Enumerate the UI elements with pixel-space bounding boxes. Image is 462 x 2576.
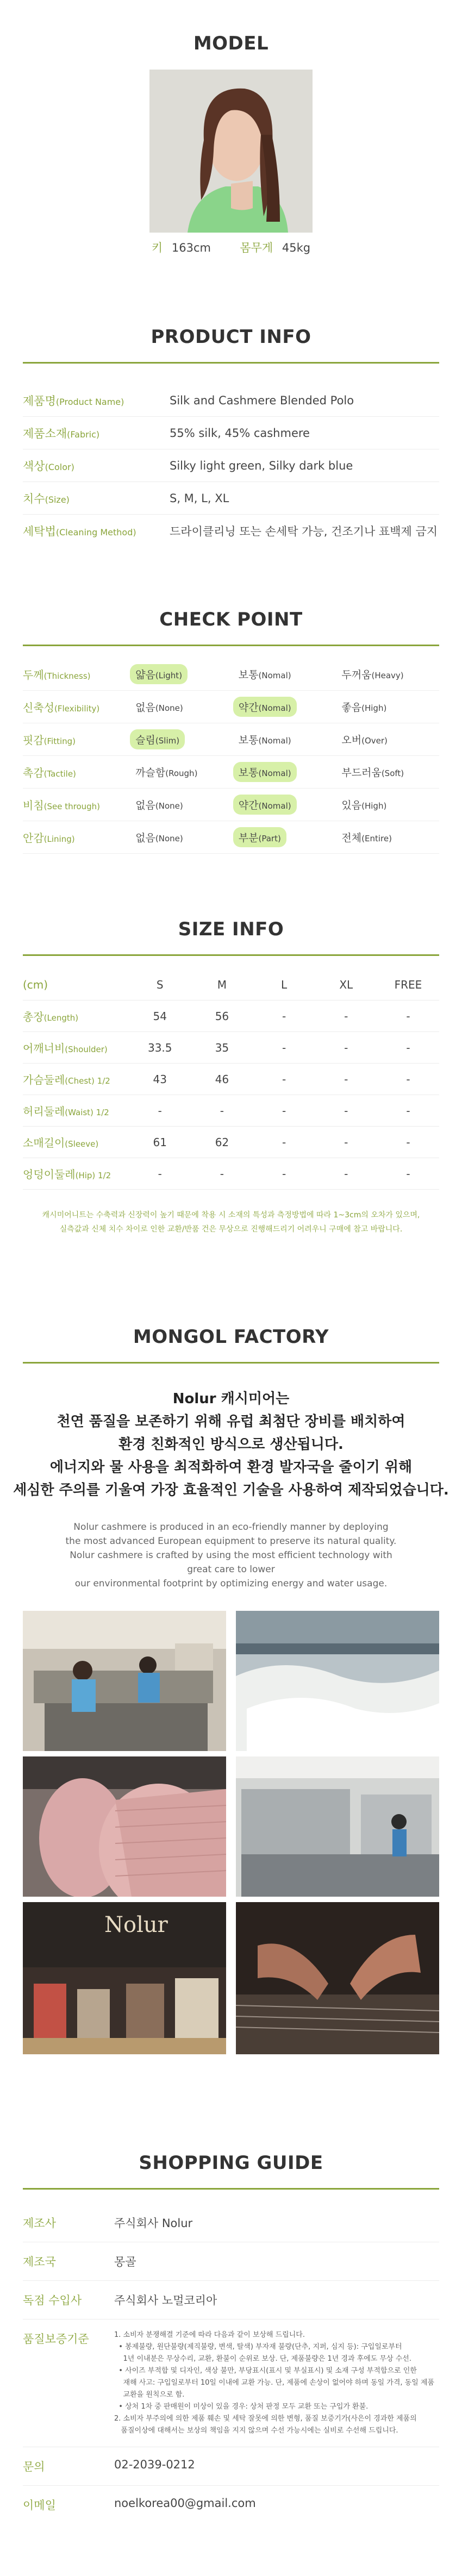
key-ko: 비침 xyxy=(23,799,44,812)
factory-photo-knitting-machines xyxy=(236,1756,439,1897)
key-ko: 핏감 xyxy=(23,734,44,747)
option-ko: 보통 xyxy=(238,734,259,746)
size-column-header: XL xyxy=(339,978,353,991)
factory-photo-hands-loom xyxy=(236,1902,439,2054)
product-info-row xyxy=(23,515,439,547)
shopping-guide-title: SHOPPING GUIDE xyxy=(139,2152,323,2174)
model-title: MODEL xyxy=(193,33,269,54)
size-value: - xyxy=(344,1041,348,1054)
size-value: - xyxy=(220,1104,224,1117)
option-label xyxy=(336,762,409,782)
key-ko: 소매길이 xyxy=(23,1136,65,1149)
shopping-guide-value: 주식회사 Nolur xyxy=(114,2217,193,2230)
option-en: (Rough) xyxy=(165,768,198,778)
size-table-header xyxy=(23,969,439,1001)
size-value: - xyxy=(344,1104,348,1117)
key-ko: 색상 xyxy=(23,459,45,473)
shopping-guide-value: 02-2039-0212 xyxy=(114,2458,195,2471)
selected-option xyxy=(130,729,185,749)
weight-value: 45kg xyxy=(282,241,311,254)
option-en: (Part) xyxy=(258,834,281,843)
check-point-key xyxy=(23,666,130,682)
check-point-row xyxy=(23,658,439,691)
check-point-list xyxy=(0,646,462,854)
height-label: 키 xyxy=(151,241,163,254)
product-info-value: 드라이클리닝 또는 손세탁 가능, 건조기나 표백제 금지 xyxy=(170,525,438,538)
size-table-row xyxy=(23,1127,439,1158)
product-info-value: Silky light green, Silky dark blue xyxy=(170,459,353,472)
size-value: - xyxy=(406,1167,410,1180)
key-ko: 엉덩이둘레 xyxy=(23,1168,76,1181)
size-note xyxy=(33,1208,429,1236)
factory-en-line: our environmental footprint by optimizing energy and water usage. xyxy=(74,1578,388,1589)
option-label xyxy=(336,697,392,717)
size-note-line: 캐시미어니트는 수축력과 신장력이 높기 때문에 착용 시 소재의 특성과 측정방법에 따라 1~3cm의 오차가 있으며, xyxy=(42,1211,420,1220)
shopping-guide-row xyxy=(23,2281,439,2319)
selected-option xyxy=(130,664,188,684)
factory-photo-wool-machine xyxy=(236,1611,439,1751)
key-en: (See through) xyxy=(43,802,101,811)
size-value: 62 xyxy=(215,1135,229,1149)
key-en: (Chest) 1/2 xyxy=(65,1076,110,1086)
factory-kr-line: 세심한 주의를 기울여 가장 효율적인 기술을 사용하여 제작되었습니다. xyxy=(13,1482,449,1498)
key-ko: 제품소재 xyxy=(23,427,67,440)
shopping-guide-row xyxy=(23,2486,439,2524)
option-ko: 얇음 xyxy=(135,669,155,681)
key-ko: 치수 xyxy=(23,492,45,505)
guarantee-line: • 상처 1차 중 판매원이 미상이 있을 경우: 상처 판정 모두 교환 또는 구입가 환불. xyxy=(114,2403,369,2411)
selected-option xyxy=(233,795,297,815)
check-point-row xyxy=(23,756,439,789)
option-en: (Light) xyxy=(155,671,183,680)
key-en: (Hip) 1/2 xyxy=(75,1171,111,1180)
key-ko: 신축성 xyxy=(23,701,54,714)
size-unit: (cm) xyxy=(23,978,48,991)
check-point-option xyxy=(130,827,233,847)
shopping-guide-section xyxy=(0,2152,462,2524)
size-measure-key xyxy=(23,1071,129,1087)
size-measure-key xyxy=(23,1008,129,1024)
size-measure-key xyxy=(23,1166,129,1181)
shopping-guide-key: 독점 수입사 xyxy=(23,2294,82,2307)
product-info-section xyxy=(0,326,462,547)
option-ko: 두꺼움 xyxy=(341,669,372,681)
size-value: - xyxy=(344,1135,348,1149)
option-ko: 보통 xyxy=(238,767,259,779)
key-en: (Flexibility) xyxy=(54,704,100,714)
size-value: - xyxy=(282,1072,286,1086)
size-table-row xyxy=(23,1001,439,1032)
option-label xyxy=(336,827,397,847)
guarantee-line: • 봉제불량, 원단불량(제직불량, 변색, 탈색) 부자재 불량(단추, 지퍼, 심지 등): 구입일로부터 xyxy=(114,2343,402,2351)
size-value: 54 xyxy=(153,1009,167,1023)
key-en: (Lining) xyxy=(43,834,75,844)
shopping-guide-key: 문의 xyxy=(23,2460,45,2473)
check-point-section xyxy=(0,609,462,854)
option-ko: 부드러움 xyxy=(341,767,382,779)
size-value: - xyxy=(220,1167,224,1180)
key-en: (Sleeve) xyxy=(65,1139,99,1149)
option-label xyxy=(130,762,203,782)
key-ko: 두께 xyxy=(23,668,44,681)
check-point-key xyxy=(23,731,130,747)
size-measure-key xyxy=(23,1040,129,1055)
shopping-guide-row xyxy=(23,2204,439,2242)
check-point-row xyxy=(23,789,439,821)
size-measure-key xyxy=(23,1103,129,1118)
option-ko: 있음 xyxy=(341,799,362,811)
key-ko: 총장 xyxy=(23,1010,44,1023)
size-value: - xyxy=(282,1104,286,1117)
check-point-option xyxy=(336,664,439,684)
check-point-option xyxy=(130,795,233,815)
factory-english-description xyxy=(0,1520,462,1591)
product-info-row xyxy=(23,384,439,417)
key-en: (Thickness) xyxy=(43,671,91,681)
option-ko: 없음 xyxy=(135,832,155,844)
size-table xyxy=(23,969,439,1190)
check-point-option xyxy=(233,729,336,749)
factory-kr-line: 천연 품질을 보존하기 위해 유럽 최첨단 장비를 배치하여 xyxy=(57,1414,405,1430)
guarantee-line: 재해 사고: 구입일로부터 10일 이내에 교환 가능. 단, 제품에 손상이 없어야 하며 동일 가격, 동일 제품 xyxy=(114,2379,435,2387)
check-point-key xyxy=(23,797,130,812)
size-column-header: S xyxy=(156,978,164,991)
option-label xyxy=(336,664,409,684)
option-ko: 오버 xyxy=(341,734,362,746)
factory-photo-workers xyxy=(23,1611,226,1751)
key-en: (Length) xyxy=(43,1013,79,1023)
option-en: (Entire) xyxy=(361,834,392,843)
guarantee-line: 2. 소비자 부주의에 의한 제품 훼손 및 세탁 잘못에 의한 변형, 품질 보증기가(사은이 경과한 제품의 xyxy=(114,2415,417,2423)
size-value: - xyxy=(282,1041,286,1054)
size-note-line: 실측값과 신체 치수 차이로 인한 교환/반품 건은 무상으로 진행해드리기 어려우니 구매에 참고 바랍니다. xyxy=(59,1225,403,1234)
key-en: (Product Name) xyxy=(55,396,124,407)
shopping-guide-value: 몽골 xyxy=(114,2255,136,2268)
product-info-key xyxy=(23,425,170,441)
option-label xyxy=(336,795,392,815)
key-en: (Waist) 1/2 xyxy=(65,1108,109,1117)
size-table-row xyxy=(23,1095,439,1127)
factory-kr-line: 에너지와 물 사용을 최적화하여 환경 발자국을 줄이기 위해 xyxy=(49,1459,413,1475)
check-point-key xyxy=(23,699,130,715)
option-ko: 없음 xyxy=(135,799,155,811)
size-value: - xyxy=(282,1135,286,1149)
size-value: - xyxy=(406,1135,410,1149)
factory-section xyxy=(0,1326,462,1937)
factory-photo-store xyxy=(23,1902,226,2054)
check-point-row xyxy=(23,723,439,756)
model-measurements xyxy=(0,239,462,255)
factory-kr-line: 환경 친화적인 방식으로 생산됩니다. xyxy=(118,1436,344,1453)
product-info-title: PRODUCT INFO xyxy=(151,326,311,348)
guarantee-line: 교환을 원칙으로 함. xyxy=(114,2391,185,2399)
factory-photo-yarn-spools xyxy=(23,1756,226,1897)
option-ko: 약간 xyxy=(238,702,259,714)
weight-label: 몸무게 xyxy=(240,241,273,254)
key-ko: 촉감 xyxy=(23,766,44,779)
key-ko: 세탁법 xyxy=(23,525,56,538)
option-en: (Slim) xyxy=(155,736,180,746)
key-ko: 어깨너비 xyxy=(23,1042,65,1055)
option-ko: 없음 xyxy=(135,702,155,714)
check-point-option xyxy=(233,762,336,782)
key-en: (Cleaning Method) xyxy=(55,527,136,537)
option-label xyxy=(130,697,189,717)
check-point-option xyxy=(233,795,336,815)
check-point-row xyxy=(23,691,439,723)
size-value: 56 xyxy=(215,1009,229,1023)
factory-title: MONGOL FACTORY xyxy=(133,1326,329,1348)
factory-en-line: Nolur cashmere is crafted by using the most efficient technology with great care to lower xyxy=(70,1550,392,1575)
check-point-option xyxy=(336,827,439,847)
check-point-title: CHECK POINT xyxy=(159,609,303,630)
size-table-row xyxy=(23,1032,439,1064)
key-en: (Color) xyxy=(45,461,74,472)
product-info-row xyxy=(23,449,439,482)
size-table-row xyxy=(23,1158,439,1190)
product-info-key xyxy=(23,523,170,539)
size-value: 35 xyxy=(215,1041,229,1054)
size-column-header: L xyxy=(281,978,288,991)
size-value: 46 xyxy=(215,1072,229,1086)
key-en: (Fabric) xyxy=(67,429,100,440)
size-table-row xyxy=(23,1064,439,1095)
option-ko: 좋음 xyxy=(341,702,362,714)
factory-photo-grid xyxy=(23,1611,439,2054)
model-section xyxy=(0,0,462,283)
option-ko: 까슬함 xyxy=(135,767,166,779)
shopping-guide-key: 제조사 xyxy=(23,2217,56,2230)
product-info-value: 55% silk, 45% cashmere xyxy=(170,426,310,440)
key-ko: 가슴둘레 xyxy=(23,1073,65,1086)
shopping-guide-key: 품질보증기준 xyxy=(23,2333,89,2346)
option-ko: 약간 xyxy=(238,799,259,811)
size-column-header: FREE xyxy=(394,978,422,991)
option-en: (Nomal) xyxy=(258,801,291,811)
product-info-key xyxy=(23,458,170,474)
svg-text:Nolur: Nolur xyxy=(104,1912,168,1937)
check-point-option xyxy=(130,762,233,782)
shopping-guide-value: 주식회사 노멀코리아 xyxy=(114,2294,217,2307)
shopping-guide-value: noelkorea00@gmail.com xyxy=(114,2497,256,2510)
size-value: - xyxy=(406,1104,410,1117)
option-en: (Nomal) xyxy=(258,703,291,713)
option-en: (Soft) xyxy=(381,768,404,778)
divider xyxy=(23,1362,439,1364)
option-label xyxy=(130,795,189,815)
size-value: - xyxy=(282,1167,286,1180)
height-value: 163cm xyxy=(171,241,211,254)
check-point-option xyxy=(233,697,336,717)
product-info-value: Silk and Cashmere Blended Polo xyxy=(170,393,354,407)
guarantee-line: • 사이즈 부적합 및 디자인, 색상 불만, 부당표시(표시 및 부실표시) 및 소재 구성 부적합으로 인한 xyxy=(114,2367,417,2375)
guarantee-line: 1년 이내분은 무상수리, 교환, 환불이 순위로 보상. 단, 제품불량은 1년 경과 후에도 무상 수선. xyxy=(114,2355,411,2363)
key-en: (Shoulder) xyxy=(65,1045,108,1054)
selected-option xyxy=(233,697,297,717)
model-photo xyxy=(149,70,313,233)
product-info-key xyxy=(23,392,170,409)
option-ko: 부분 xyxy=(238,832,259,844)
size-measure-key xyxy=(23,1134,129,1150)
shopping-guide-row xyxy=(23,2447,439,2486)
shopping-guide-list xyxy=(0,2190,462,2524)
check-point-option xyxy=(336,697,439,717)
option-en: (Nomal) xyxy=(258,736,291,746)
option-en: (Over) xyxy=(361,736,388,746)
key-en: (Tactile) xyxy=(43,769,76,779)
size-column-header: M xyxy=(217,978,227,991)
product-info-value: S, M, L, XL xyxy=(170,491,229,505)
check-point-option xyxy=(336,795,439,815)
size-value: 43 xyxy=(153,1072,167,1086)
size-value: - xyxy=(344,1009,348,1023)
check-point-option xyxy=(130,664,233,684)
check-point-row xyxy=(23,821,439,854)
product-info-key xyxy=(23,490,170,507)
check-point-option xyxy=(233,827,336,847)
option-ko: 전체 xyxy=(341,832,362,844)
size-value: - xyxy=(158,1167,162,1180)
size-value: - xyxy=(344,1167,348,1180)
size-value: - xyxy=(406,1072,410,1086)
size-value: 61 xyxy=(153,1135,167,1149)
shopping-guide-key: 이메일 xyxy=(23,2499,56,2512)
shopping-guide-row xyxy=(23,2242,439,2281)
check-point-option xyxy=(130,729,233,749)
selected-option xyxy=(233,762,297,782)
key-ko: 허리둘레 xyxy=(23,1105,65,1118)
option-en: (None) xyxy=(155,834,183,843)
shopping-guide-row xyxy=(23,2319,439,2447)
factory-kr-line: Nolur 캐시미어는 xyxy=(172,1391,290,1407)
factory-en-line: the most advanced European equipment to preserve its natural quality. xyxy=(65,1536,397,1547)
option-label xyxy=(336,729,393,749)
product-info-list xyxy=(0,364,462,547)
option-label xyxy=(233,729,297,749)
shopping-guide-key: 제조국 xyxy=(23,2255,56,2268)
check-point-option xyxy=(336,762,439,782)
factory-korean-description xyxy=(0,1387,462,1502)
option-en: (Nomal) xyxy=(258,671,291,680)
option-en: (High) xyxy=(361,801,387,811)
check-point-key xyxy=(23,829,130,845)
selected-option xyxy=(233,827,286,847)
check-point-option xyxy=(233,664,336,684)
divider xyxy=(23,954,439,956)
option-en: (None) xyxy=(155,703,183,713)
product-info-row xyxy=(23,417,439,449)
key-ko: 제품명 xyxy=(23,394,56,408)
option-ko: 보통 xyxy=(238,669,259,681)
option-en: (None) xyxy=(155,801,183,811)
option-ko: 슬림 xyxy=(135,734,155,746)
quality-guarantee-text xyxy=(114,2319,435,2447)
product-info-row xyxy=(23,482,439,515)
size-value: - xyxy=(158,1104,162,1117)
option-en: (Heavy) xyxy=(371,671,404,680)
size-value: - xyxy=(282,1009,286,1023)
size-value: - xyxy=(406,1009,410,1023)
guarantee-line: 품질이상에 대해서는 보상의 책임을 지지 않으며 수선 가능시에는 실비로 수선해 드립니다. xyxy=(114,2427,398,2435)
option-en: (High) xyxy=(361,703,387,713)
option-label xyxy=(130,827,189,847)
size-value: 33.5 xyxy=(147,1041,172,1054)
key-en: (Size) xyxy=(45,494,70,505)
check-point-option xyxy=(130,697,233,717)
key-ko: 안감 xyxy=(23,831,44,845)
key-en: (Fitting) xyxy=(43,736,76,746)
check-point-key xyxy=(23,764,130,780)
factory-en-line: Nolur cashmere is produced in an eco-friendly manner by deploying xyxy=(73,1522,389,1533)
size-value: - xyxy=(406,1041,410,1054)
guarantee-line: 1. 소비자 분쟁해결 기준에 따라 다음과 같이 보상해 드립니다. xyxy=(114,2331,305,2339)
size-info-section xyxy=(0,918,462,1236)
check-point-option xyxy=(336,729,439,749)
option-en: (Nomal) xyxy=(258,768,291,778)
size-value: - xyxy=(344,1072,348,1086)
size-info-title: SIZE INFO xyxy=(178,918,284,940)
option-label xyxy=(233,664,297,684)
